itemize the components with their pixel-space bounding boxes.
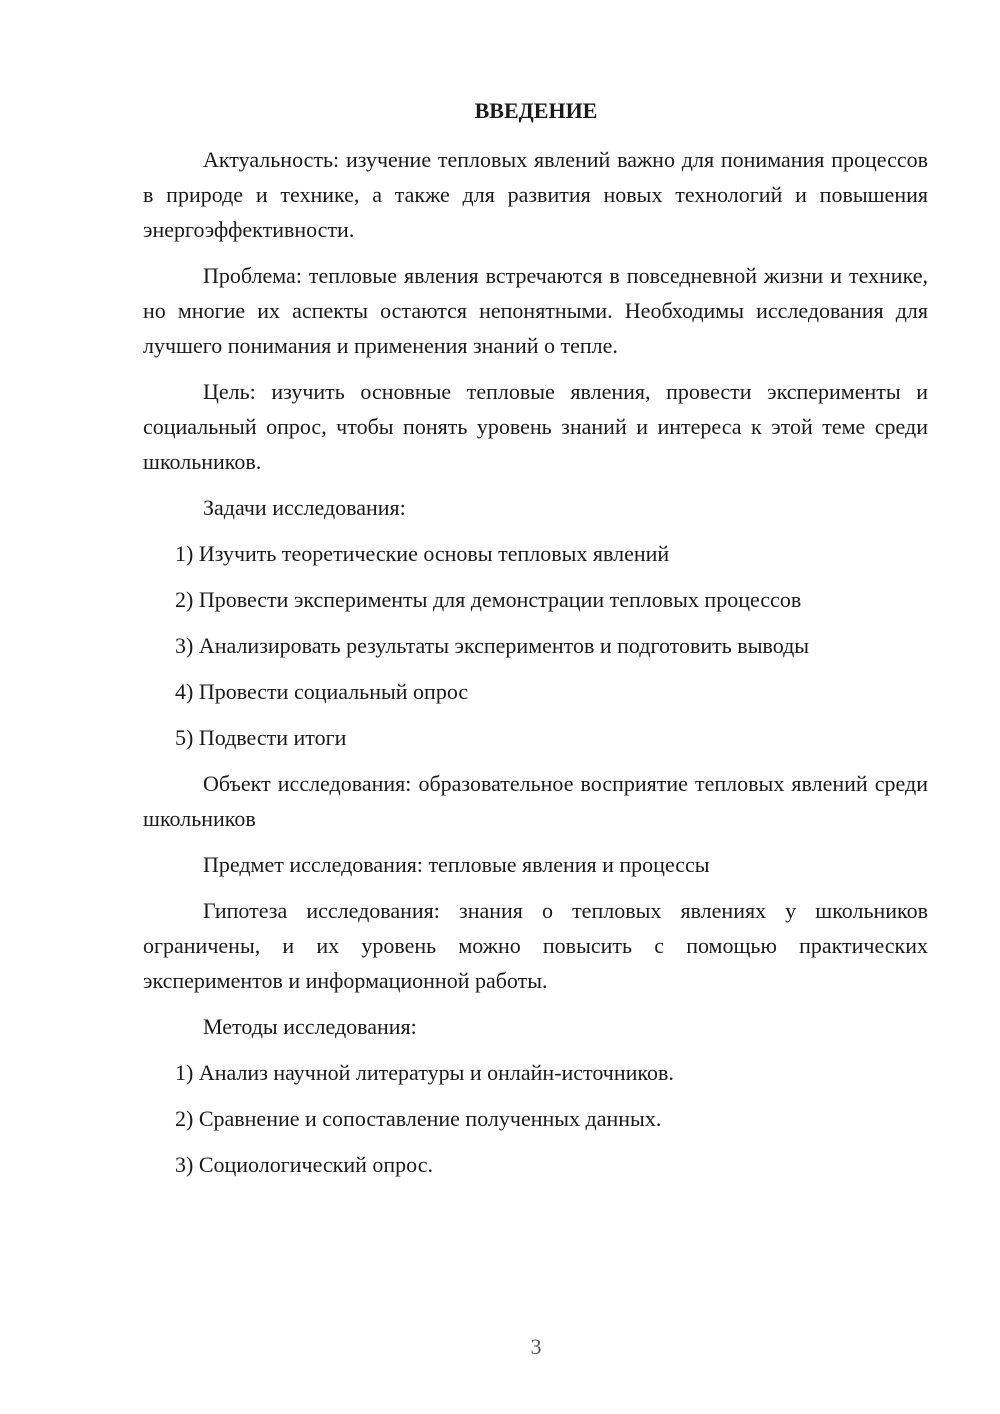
document-body [143, 142, 928, 1193]
list-item: 1) Изучить теоретические основы тепловых явлений [175, 541, 670, 566]
list-item: 2) Сравнение и сопоставление полученных данных. [175, 1106, 662, 1131]
subject-paragraph: Предмет исследования: тепловые явления и процессы [203, 852, 710, 877]
methods-list [143, 1055, 928, 1182]
hypothesis-paragraph: Гипотеза исследования: знания о тепловых явлениях у школьников ограничены, и их уровень можно повысить с помощью практических экспериментов и информационной работы. [143, 898, 928, 993]
object-paragraph: Объект исследования: образовательное восприятие тепловых явлений среди школьников [143, 771, 928, 831]
methods-title: Методы исследования: [203, 1014, 417, 1039]
tasks-list [143, 536, 928, 755]
list-item: 5) Подвести итоги [175, 725, 347, 750]
page-number: 3 [530, 1334, 542, 1359]
list-item: 3) Анализировать результаты экспериментов и подготовить выводы [175, 633, 810, 658]
goal-paragraph: Цель: изучить основные тепловые явления, провести эксперименты и социальный опрос, чтобы понять уровень знаний и интереса к этой теме среди школьников. [143, 379, 928, 474]
list-item: 1) Анализ научной литературы и онлайн-источников. [175, 1060, 674, 1085]
problem-paragraph: Проблема: тепловые явления встречаются в повседневной жизни и технике, но многие их аспекты остаются непонятными. Необходимы исследования для лучшего понимания и применения знаний о тепле. [143, 263, 928, 358]
page-title: ВВЕДЕНИЕ [474, 98, 598, 123]
list-item: 2) Провести эксперименты для демонстрации тепловых процессов [175, 587, 802, 612]
tasks-title: Задачи исследования: [203, 495, 406, 520]
relevance-paragraph: Актуальность: изучение тепловых явлений важно для понимания процессов в природе и технике, а также для развития новых технологий и повышения энергоэффективности. [143, 147, 928, 242]
list-item: 4) Провести социальный опрос [175, 679, 469, 704]
list-item: 3) Социологический опрос. [175, 1152, 433, 1177]
